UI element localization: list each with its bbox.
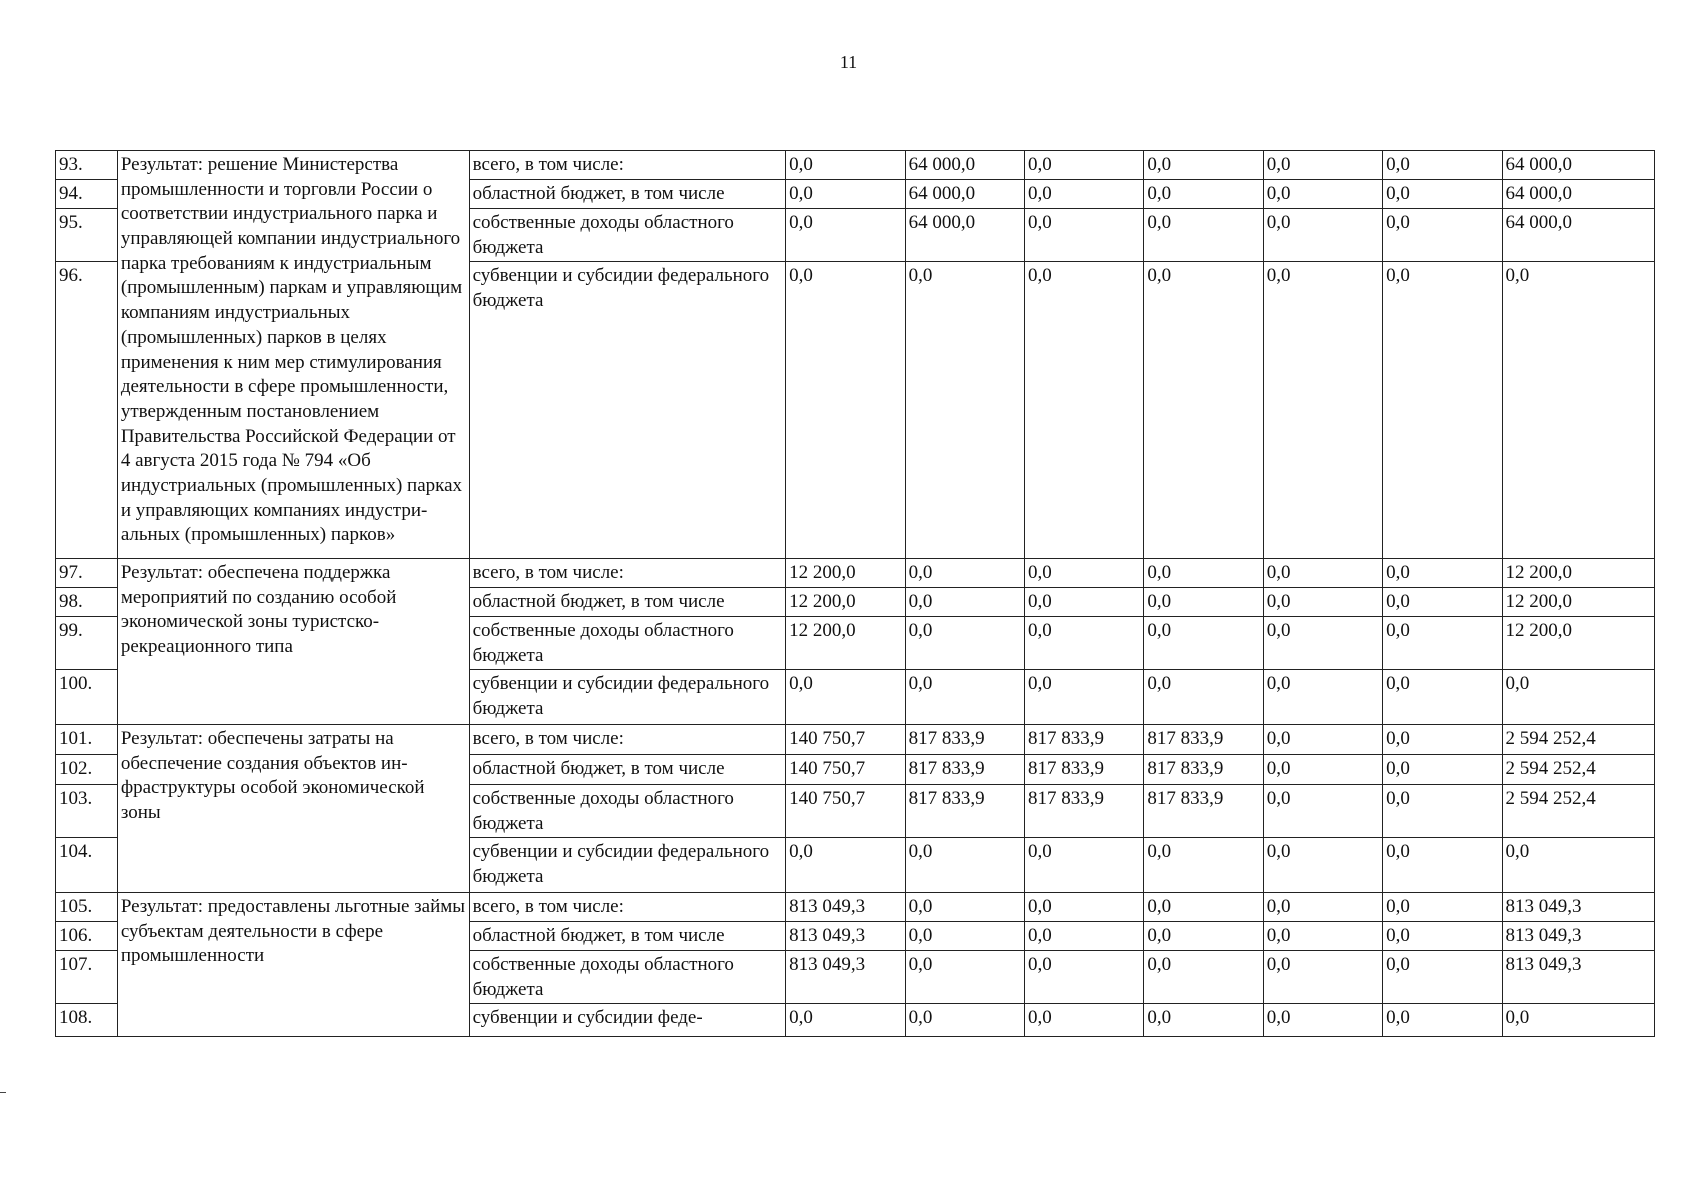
year-value: 0,0 <box>905 588 1024 617</box>
year-value: 0,0 <box>1383 209 1502 262</box>
total-value: 64 000,0 <box>1502 209 1654 262</box>
table-row <box>56 725 1655 755</box>
year-value: 12 200,0 <box>786 617 905 670</box>
total-value: 12 200,0 <box>1502 559 1654 588</box>
year-value: 817 833,9 <box>1024 785 1143 838</box>
year-value: 813 049,3 <box>786 893 905 922</box>
row-number: 101. <box>56 725 118 755</box>
year-value: 0,0 <box>1383 151 1502 180</box>
year-value: 0,0 <box>1383 838 1502 893</box>
table-row <box>56 893 1655 922</box>
total-value: 12 200,0 <box>1502 617 1654 670</box>
year-value: 0,0 <box>1263 617 1382 670</box>
year-value: 0,0 <box>1024 951 1143 1004</box>
year-value: 0,0 <box>1263 559 1382 588</box>
year-value: 64 000,0 <box>905 151 1024 180</box>
year-value: 12 200,0 <box>786 588 905 617</box>
funding-source: областной бюджет, в том числе <box>469 180 786 209</box>
row-number: 102. <box>56 755 118 785</box>
funding-source: всего, в том числе: <box>469 559 786 588</box>
year-value: 0,0 <box>1024 1004 1143 1037</box>
year-value: 0,0 <box>1024 262 1143 559</box>
year-value: 0,0 <box>1383 755 1502 785</box>
row-number: 93. <box>56 151 118 180</box>
funding-source: собственные доходы областного бюджета <box>469 785 786 838</box>
year-value: 0,0 <box>905 262 1024 559</box>
row-number: 104. <box>56 838 118 893</box>
year-value: 0,0 <box>1144 1004 1263 1037</box>
year-value: 817 833,9 <box>905 755 1024 785</box>
total-value: 0,0 <box>1502 1004 1654 1037</box>
year-value: 817 833,9 <box>905 725 1024 755</box>
year-value: 0,0 <box>1383 559 1502 588</box>
year-value: 0,0 <box>905 951 1024 1004</box>
funding-source: собственные доходы областного бюджета <box>469 617 786 670</box>
year-value: 0,0 <box>1144 893 1263 922</box>
funding-source: субвенции и субсидии федерального бюджета <box>469 262 786 559</box>
year-value: 0,0 <box>786 1004 905 1037</box>
year-value: 0,0 <box>1263 755 1382 785</box>
total-value: 2 594 252,4 <box>1502 755 1654 785</box>
year-value: 0,0 <box>1383 1004 1502 1037</box>
year-value: 0,0 <box>1263 151 1382 180</box>
year-value: 0,0 <box>1024 922 1143 951</box>
year-value: 140 750,7 <box>786 725 905 755</box>
total-value: 64 000,0 <box>1502 180 1654 209</box>
funding-source: субвенции и субсидии феде- <box>469 1004 786 1037</box>
year-value: 0,0 <box>1383 262 1502 559</box>
year-value: 0,0 <box>1144 951 1263 1004</box>
year-value: 0,0 <box>786 670 905 725</box>
year-value: 0,0 <box>1263 588 1382 617</box>
budget-table-container <box>55 150 1655 1037</box>
total-value: 12 200,0 <box>1502 588 1654 617</box>
margin-mark <box>0 1092 6 1093</box>
funding-source: субвенции и субсидии федерального бюджета <box>469 670 786 725</box>
year-value: 817 833,9 <box>1024 725 1143 755</box>
year-value: 0,0 <box>1263 1004 1382 1037</box>
year-value: 0,0 <box>1144 922 1263 951</box>
year-value: 0,0 <box>1024 670 1143 725</box>
year-value: 0,0 <box>1024 893 1143 922</box>
year-value: 0,0 <box>1263 838 1382 893</box>
row-number: 97. <box>56 559 118 588</box>
year-value: 0,0 <box>905 838 1024 893</box>
row-number: 106. <box>56 922 118 951</box>
year-value: 0,0 <box>1024 588 1143 617</box>
year-value: 0,0 <box>905 559 1024 588</box>
year-value: 0,0 <box>905 1004 1024 1037</box>
year-value: 0,0 <box>905 922 1024 951</box>
year-value: 0,0 <box>786 262 905 559</box>
year-value: 0,0 <box>1024 559 1143 588</box>
year-value: 0,0 <box>1263 922 1382 951</box>
year-value: 0,0 <box>905 617 1024 670</box>
year-value: 0,0 <box>1024 151 1143 180</box>
year-value: 0,0 <box>1263 785 1382 838</box>
year-value: 0,0 <box>1144 180 1263 209</box>
total-value: 2 594 252,4 <box>1502 785 1654 838</box>
year-value: 817 833,9 <box>1144 725 1263 755</box>
year-value: 0,0 <box>1144 209 1263 262</box>
year-value: 0,0 <box>1383 670 1502 725</box>
year-value: 0,0 <box>786 151 905 180</box>
table-row <box>56 559 1655 588</box>
year-value: 0,0 <box>1144 670 1263 725</box>
total-value: 0,0 <box>1502 670 1654 725</box>
year-value: 0,0 <box>1144 838 1263 893</box>
budget-table <box>55 150 1655 1037</box>
row-number: 95. <box>56 209 118 262</box>
year-value: 0,0 <box>1263 725 1382 755</box>
year-value: 0,0 <box>1383 725 1502 755</box>
year-value: 817 833,9 <box>1144 785 1263 838</box>
year-value: 0,0 <box>1383 588 1502 617</box>
year-value: 0,0 <box>1144 588 1263 617</box>
year-value: 0,0 <box>1263 209 1382 262</box>
year-value: 0,0 <box>1144 262 1263 559</box>
row-number: 100. <box>56 670 118 725</box>
year-value: 12 200,0 <box>786 559 905 588</box>
total-value: 813 049,3 <box>1502 951 1654 1004</box>
year-value: 0,0 <box>1263 893 1382 922</box>
year-value: 0,0 <box>905 893 1024 922</box>
year-value: 0,0 <box>786 838 905 893</box>
row-number: 94. <box>56 180 118 209</box>
year-value: 0,0 <box>786 209 905 262</box>
year-value: 0,0 <box>1144 151 1263 180</box>
year-value: 813 049,3 <box>786 922 905 951</box>
page-number: 11 <box>839 52 858 72</box>
year-value: 64 000,0 <box>905 209 1024 262</box>
result-description: Результат: обеспечена поддержка мероприятий по созданию особой экономической зоны туристско-рекреационного типа <box>117 559 469 725</box>
funding-source: областной бюджет, в том числе <box>469 588 786 617</box>
result-description: Результат: обеспечены затраты на обеспечение создания объектов инфраструктуры особой экономической зоны <box>117 725 469 893</box>
year-value: 0,0 <box>1024 838 1143 893</box>
result-description: Результат: решение Министерства промышленности и торговли России о соответствии индустриального парка и управляющей компании индустриального парка требованиям к индустриальным (промышленным) паркам и управляющим компаниям индустриальных (промышленных) парков в целях применения к ним мер стимулирования деятельности в сфере промышленности, утвержденным постановлением Правительства Российской Федерации от 4 августа 2015 года № 794 «Об индустриальных (промышленных) парках и управляющих компаниях индустриальных (промышленных) парков» <box>117 151 469 559</box>
year-value: 0,0 <box>786 180 905 209</box>
row-number: 105. <box>56 893 118 922</box>
year-value: 0,0 <box>1383 180 1502 209</box>
year-value: 0,0 <box>1024 180 1143 209</box>
year-value: 140 750,7 <box>786 785 905 838</box>
row-number: 103. <box>56 785 118 838</box>
year-value: 64 000,0 <box>905 180 1024 209</box>
funding-source: собственные доходы областного бюджета <box>469 951 786 1004</box>
year-value: 0,0 <box>905 670 1024 725</box>
year-value: 0,0 <box>1144 559 1263 588</box>
funding-source: областной бюджет, в том числе <box>469 755 786 785</box>
table-row <box>56 151 1655 180</box>
year-value: 0,0 <box>1263 951 1382 1004</box>
result-description: Результат: предоставлены льготные займы субъектам деятельности в сфере промышленности <box>117 893 469 1037</box>
year-value: 0,0 <box>1383 785 1502 838</box>
funding-source: субвенции и субсидии федерального бюджета <box>469 838 786 893</box>
year-value: 817 833,9 <box>905 785 1024 838</box>
year-value: 0,0 <box>1024 209 1143 262</box>
funding-source: собственные доходы областного бюджета <box>469 209 786 262</box>
funding-source: областной бюджет, в том числе <box>469 922 786 951</box>
year-value: 813 049,3 <box>786 951 905 1004</box>
year-value: 0,0 <box>1263 180 1382 209</box>
row-number: 107. <box>56 951 118 1004</box>
row-number: 98. <box>56 588 118 617</box>
row-number: 99. <box>56 617 118 670</box>
row-number: 108. <box>56 1004 118 1037</box>
year-value: 0,0 <box>1383 893 1502 922</box>
year-value: 817 833,9 <box>1024 755 1143 785</box>
year-value: 0,0 <box>1263 262 1382 559</box>
total-value: 0,0 <box>1502 838 1654 893</box>
total-value: 0,0 <box>1502 262 1654 559</box>
total-value: 813 049,3 <box>1502 922 1654 951</box>
year-value: 817 833,9 <box>1144 755 1263 785</box>
year-value: 0,0 <box>1383 922 1502 951</box>
total-value: 813 049,3 <box>1502 893 1654 922</box>
funding-source: всего, в том числе: <box>469 893 786 922</box>
year-value: 0,0 <box>1024 617 1143 670</box>
funding-source: всего, в том числе: <box>469 725 786 755</box>
year-value: 0,0 <box>1383 617 1502 670</box>
year-value: 140 750,7 <box>786 755 905 785</box>
year-value: 0,0 <box>1383 951 1502 1004</box>
funding-source: всего, в том числе: <box>469 151 786 180</box>
row-number: 96. <box>56 262 118 559</box>
total-value: 2 594 252,4 <box>1502 725 1654 755</box>
year-value: 0,0 <box>1263 670 1382 725</box>
year-value: 0,0 <box>1144 617 1263 670</box>
total-value: 64 000,0 <box>1502 151 1654 180</box>
